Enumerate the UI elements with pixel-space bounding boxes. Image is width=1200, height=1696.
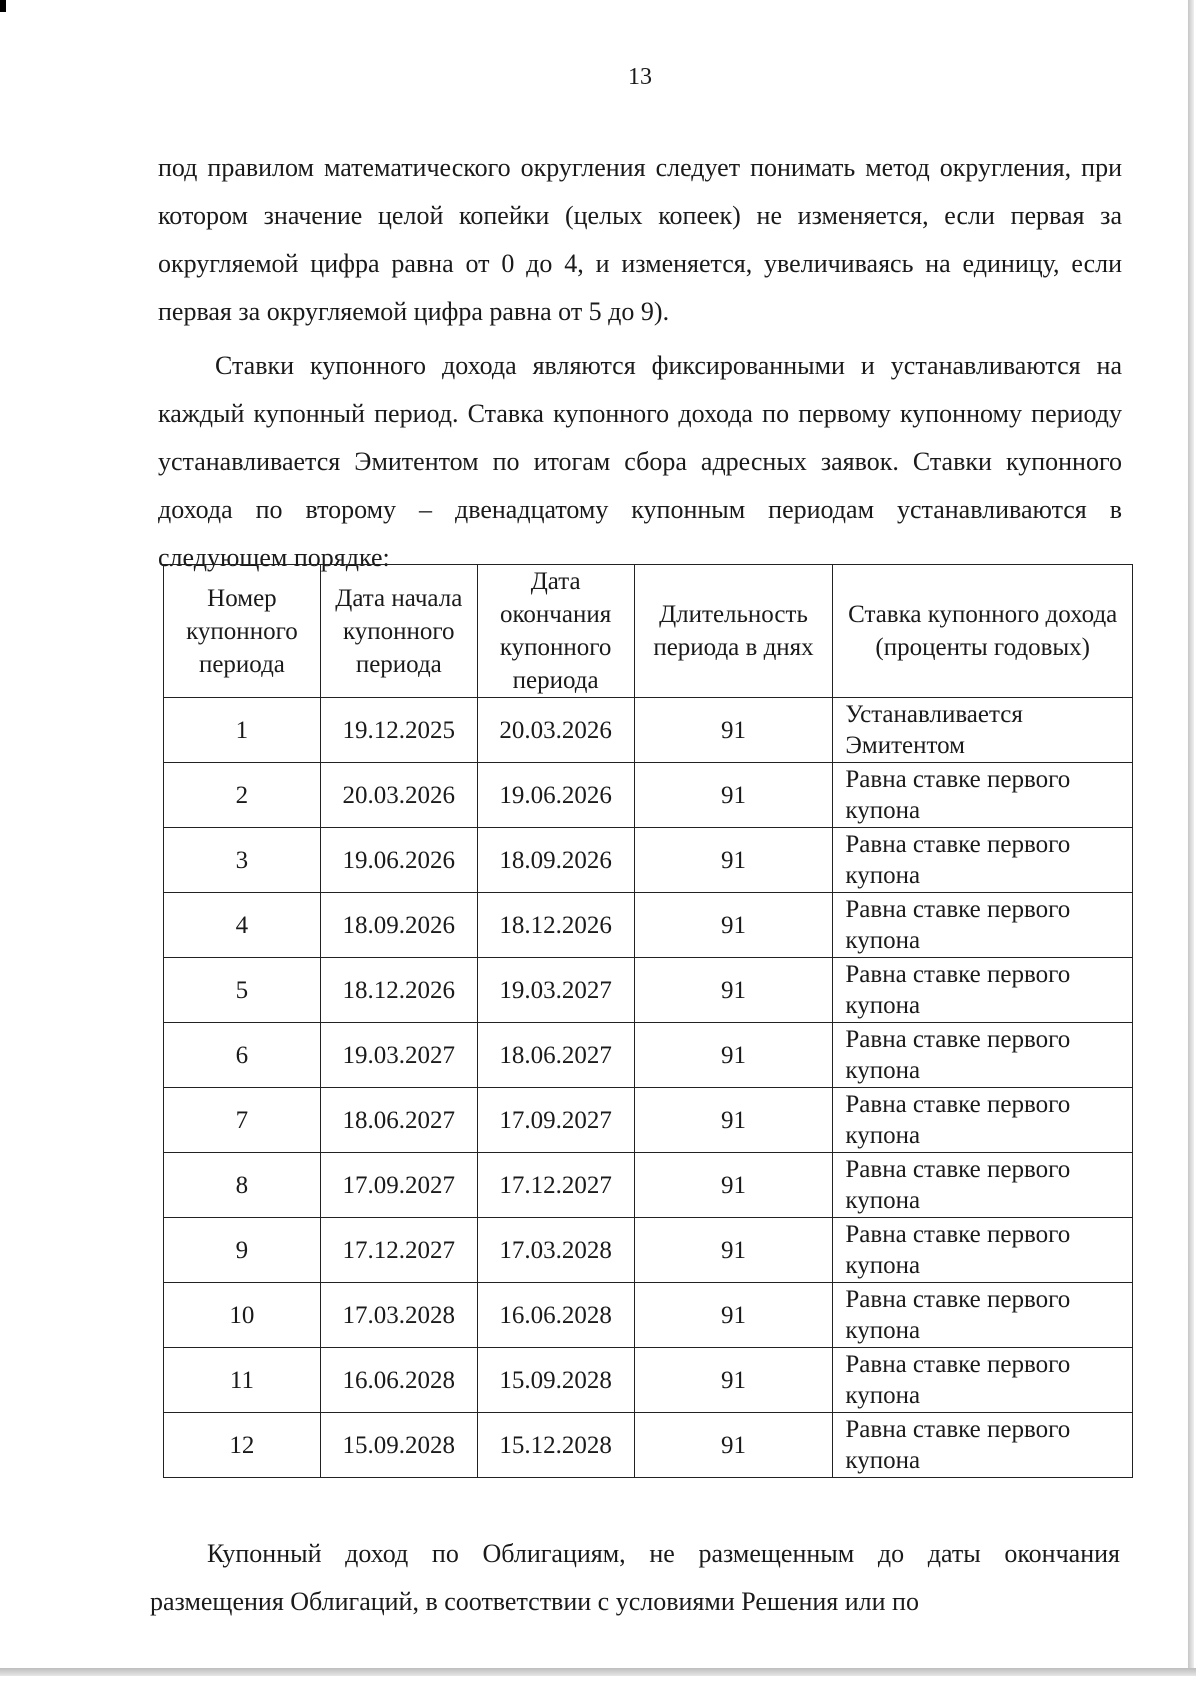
cell-end-date: 17.03.2028 (477, 1218, 634, 1283)
coupon-schedule-table (163, 564, 1133, 1478)
cell-duration-days: 91 (634, 1218, 833, 1283)
cell-coupon-rate: Равна ставке первого купона (833, 763, 1133, 828)
cell-start-date: 17.09.2027 (320, 1153, 477, 1218)
table-row (164, 1153, 1133, 1218)
cell-coupon-rate: Равна ставке первого купона (833, 1283, 1133, 1348)
cell-end-date: 18.12.2026 (477, 893, 634, 958)
cell-period-number: 3 (164, 828, 321, 893)
header-start-date: Дата начала купонного периода (320, 565, 477, 698)
cell-coupon-rate: Равна ставке первого купона (833, 1348, 1133, 1413)
table-body (164, 698, 1133, 1478)
cell-coupon-rate: Равна ставке первого купона (833, 893, 1133, 958)
table-row (164, 698, 1133, 763)
cell-end-date: 15.09.2028 (477, 1348, 634, 1413)
cell-coupon-rate: Равна ставке первого купона (833, 1023, 1133, 1088)
table-row (164, 1218, 1133, 1283)
cell-start-date: 17.03.2028 (320, 1283, 477, 1348)
cell-duration-days: 91 (634, 1023, 833, 1088)
cell-start-date: 15.09.2028 (320, 1413, 477, 1478)
cell-coupon-rate: Равна ставке первого купона (833, 1088, 1133, 1153)
table-row (164, 1348, 1133, 1413)
cell-duration-days: 91 (634, 1283, 833, 1348)
table-row (164, 1283, 1133, 1348)
table-row (164, 828, 1133, 893)
cell-duration-days: 91 (634, 1413, 833, 1478)
cell-coupon-rate: Равна ставке первого купона (833, 828, 1133, 893)
cell-period-number: 12 (164, 1413, 321, 1478)
cell-coupon-rate: Равна ставке первого купона (833, 1218, 1133, 1283)
cell-coupon-rate: Равна ставке первого купона (833, 958, 1133, 1023)
header-end-date: Дата окончания купонного периода (477, 565, 634, 698)
cell-end-date: 18.09.2026 (477, 828, 634, 893)
cell-period-number: 2 (164, 763, 321, 828)
cell-duration-days: 91 (634, 1088, 833, 1153)
cell-duration-days: 91 (634, 698, 833, 763)
cell-start-date: 18.09.2026 (320, 893, 477, 958)
cell-end-date: 18.06.2027 (477, 1023, 634, 1088)
cell-end-date: 19.03.2027 (477, 958, 634, 1023)
cell-period-number: 4 (164, 893, 321, 958)
cell-period-number: 5 (164, 958, 321, 1023)
cell-period-number: 11 (164, 1348, 321, 1413)
cell-period-number: 6 (164, 1023, 321, 1088)
scan-corner-mark (0, 0, 6, 12)
cell-start-date: 17.12.2027 (320, 1218, 477, 1283)
paragraph-coupon-rates: Ставки купонного дохода являются фиксированными и устанавливаются на каждый купонный период. Ставка купонного дохода по первому купонному периоду устанавливается Эмитентом по итогам сбора адресных заявок. Ставки купонного дохода по второму – двенадцатому купонным периодам устанавливаются в следующем порядке: (158, 351, 1122, 572)
cell-end-date: 17.12.2027 (477, 1153, 634, 1218)
header-duration-days: Длительность периода в днях (634, 565, 833, 698)
page-edge-shadow-right (1188, 0, 1194, 1676)
cell-start-date: 18.12.2026 (320, 958, 477, 1023)
cell-start-date: 18.06.2027 (320, 1088, 477, 1153)
cell-duration-days: 91 (634, 1348, 833, 1413)
table-row (164, 1023, 1133, 1088)
cell-period-number: 8 (164, 1153, 321, 1218)
paragraph-rounding-rule: под правилом математического округления следует понимать метод округления, при котором значение целой копейки (целых копеек) не изменяется, если первая за округляемой цифра равна от 0 до 4, и изменяется, увеличиваясь на единицу, если первая за округляемой цифра равна от 5 до 9). (158, 153, 1122, 326)
page-number: 13 (628, 64, 652, 90)
cell-period-number: 9 (164, 1218, 321, 1283)
paragraph-coupon-income: Купонный доход по Облигациям, не размещенным до даты окончания размещения Облигаций, в соответствии с условиями Решения или по (150, 1539, 1120, 1616)
table-header-row (164, 565, 1133, 698)
cell-end-date: 19.06.2026 (477, 763, 634, 828)
table-row (164, 1088, 1133, 1153)
cell-end-date: 17.09.2027 (477, 1088, 634, 1153)
cell-start-date: 16.06.2028 (320, 1348, 477, 1413)
cell-duration-days: 91 (634, 893, 833, 958)
cell-start-date: 20.03.2026 (320, 763, 477, 828)
header-period-number: Номер купонного периода (164, 565, 321, 698)
header-coupon-rate: Ставка купонного дохода (проценты годовых) (833, 565, 1133, 698)
table-row (164, 1413, 1133, 1478)
cell-coupon-rate: Равна ставке первого купона (833, 1153, 1133, 1218)
cell-period-number: 10 (164, 1283, 321, 1348)
cell-start-date: 19.06.2026 (320, 828, 477, 893)
cell-start-date: 19.03.2027 (320, 1023, 477, 1088)
cell-coupon-rate: Равна ставке первого купона (833, 1413, 1133, 1478)
cell-duration-days: 91 (634, 828, 833, 893)
cell-end-date: 20.03.2026 (477, 698, 634, 763)
table-row (164, 763, 1133, 828)
cell-period-number: 7 (164, 1088, 321, 1153)
cell-period-number: 1 (164, 698, 321, 763)
cell-duration-days: 91 (634, 763, 833, 828)
cell-end-date: 15.12.2028 (477, 1413, 634, 1478)
table-row (164, 958, 1133, 1023)
cell-duration-days: 91 (634, 958, 833, 1023)
cell-start-date: 19.12.2025 (320, 698, 477, 763)
cell-end-date: 16.06.2028 (477, 1283, 634, 1348)
cell-duration-days: 91 (634, 1153, 833, 1218)
page-edge-shadow-bottom (0, 1668, 1196, 1676)
table-row (164, 893, 1133, 958)
cell-coupon-rate: Устанавливается Эмитентом (833, 698, 1133, 763)
